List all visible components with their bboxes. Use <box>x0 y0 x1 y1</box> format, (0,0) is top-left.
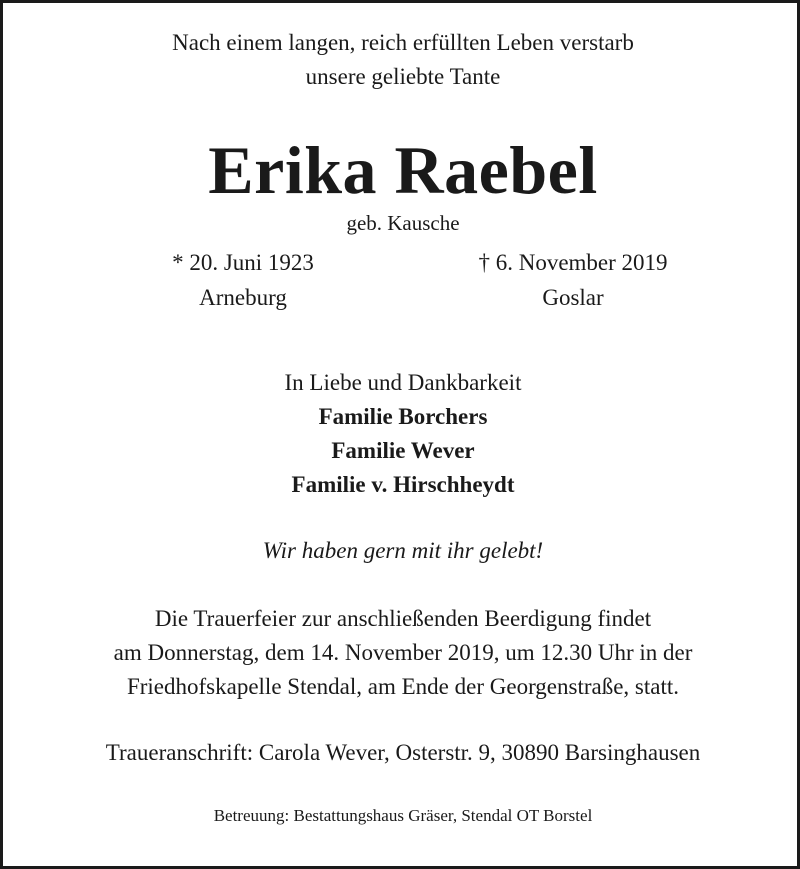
funeral-line-2: am Donnerstag, dem 14. November 2019, um 12.30 Uhr in der <box>113 640 693 665</box>
family-name: Familie Borchers <box>318 404 488 429</box>
death-date: † 6. November 2019 <box>478 250 668 275</box>
intro-line-1: Nach einem langen, reich erfüllten Leben verstarb <box>172 30 634 55</box>
mourning-address: Traueranschrift: Carola Wever, Osterstr. 9, 30890 Barsinghausen <box>105 740 701 765</box>
death-place: Goslar <box>542 285 604 310</box>
mourners-intro: In Liebe und Dankbarkeit <box>284 370 522 395</box>
funeral-line-3: Friedhofskapelle Stendal, am Ende der Georgenstraße, statt. <box>126 674 680 699</box>
undertaker-credit: Betreuung: Bestattungshaus Gräser, Stendal OT Borstel <box>213 806 593 825</box>
born-name: geb. Kausche <box>346 211 460 235</box>
family-name: Familie v. Hirschheydt <box>291 472 515 497</box>
funeral-line-1: Die Trauerfeier zur anschließenden Beerdigung findet <box>154 606 652 631</box>
birth-date: * 20. Juni 1923 <box>172 250 314 275</box>
intro-line-2: unsere geliebte Tante <box>305 64 501 89</box>
deceased-name: Erika Raebel <box>208 132 598 208</box>
birth-place: Arneburg <box>199 285 287 310</box>
family-name: Familie Wever <box>331 438 475 463</box>
quote: Wir haben gern mit ihr gelebt! <box>262 538 544 563</box>
